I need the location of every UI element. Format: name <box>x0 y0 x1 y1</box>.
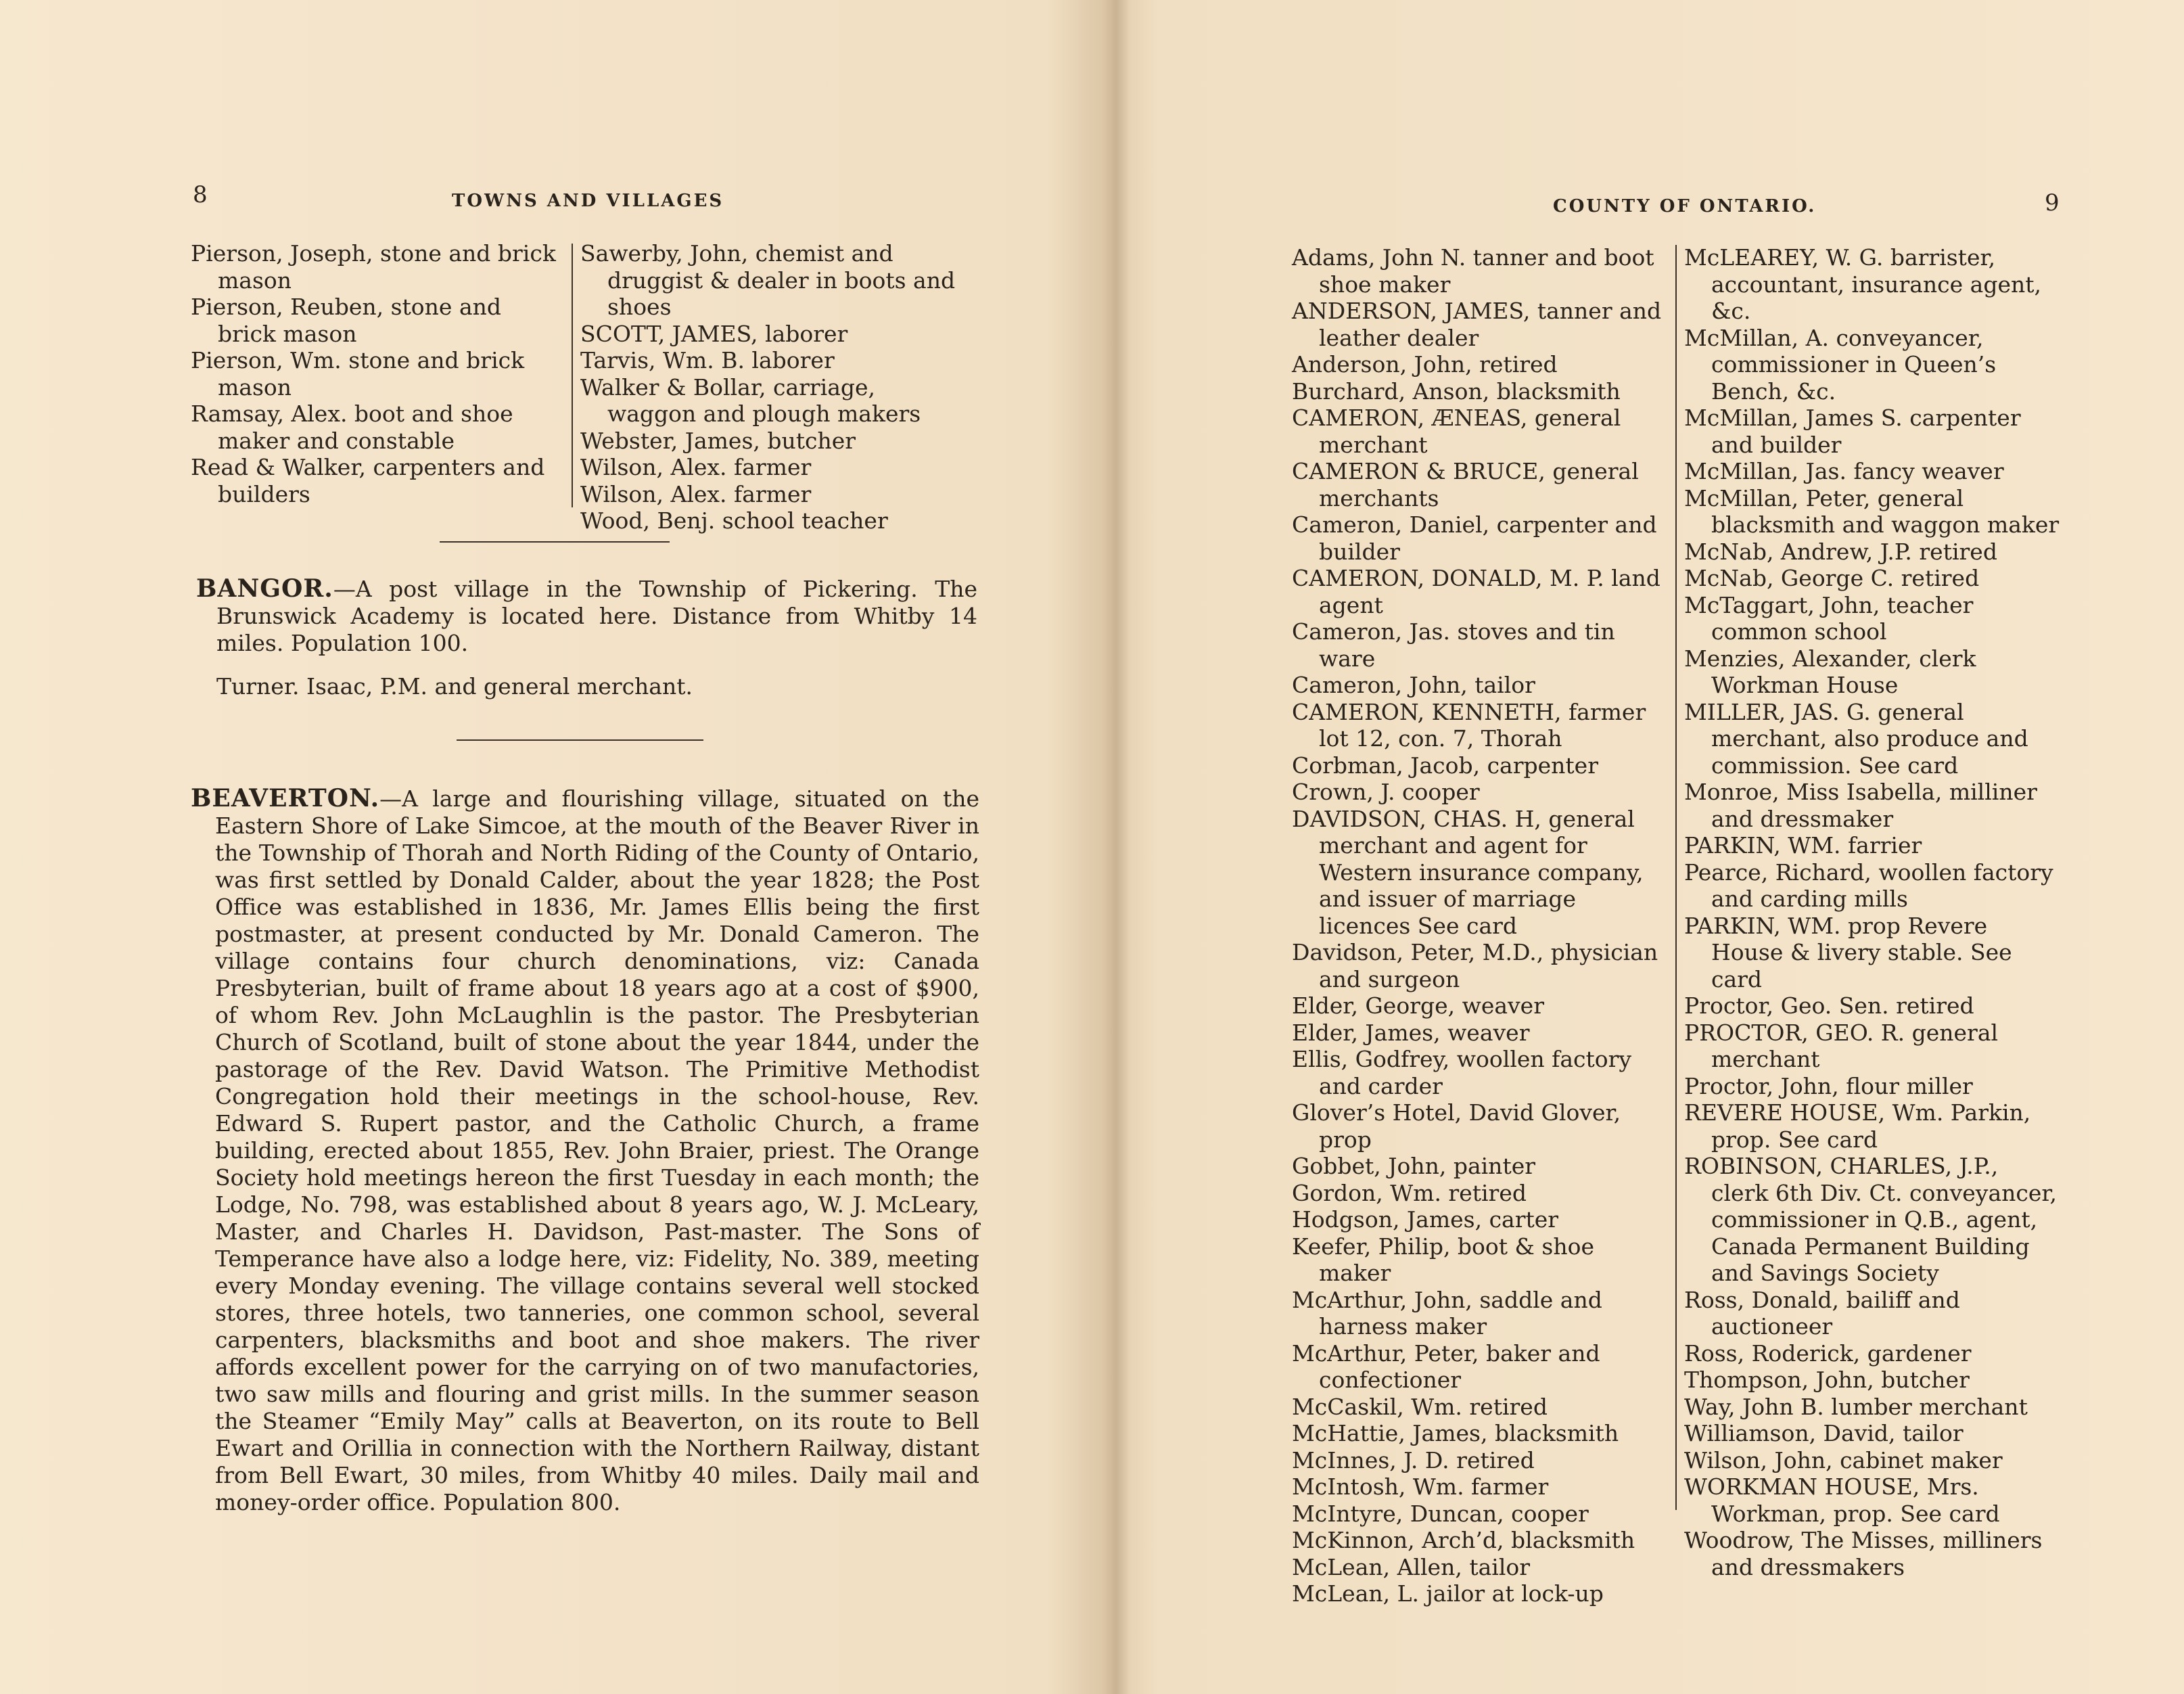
beaverton-heading: BEAVERTON. <box>191 784 380 812</box>
list-item: McHattie, James, blacksmith <box>1292 1420 1619 1446</box>
list-item: Adams, John N. tanner and boot shoe maker <box>1292 244 1654 298</box>
list-item: McIntosh, Wm. farmer <box>1292 1473 1549 1500</box>
list-item: Glover’s Hotel, David Glover, prop <box>1292 1099 1621 1153</box>
right-page <box>1126 0 2184 1694</box>
list-item: Hodgson, James, carter <box>1292 1206 1559 1233</box>
list-item: McInnes, J. D. retired <box>1292 1446 1535 1473</box>
list-item: Ellis, Godfrey, woollen factory and carder <box>1292 1046 1632 1099</box>
list-item: McLean, L. jailor at lock-up <box>1292 1580 1604 1607</box>
list-item: Elder, James, weaver <box>1292 1019 1530 1046</box>
list-item: Proctor, Geo. Sen. retired <box>1684 992 1974 1019</box>
list-item: PARKIN, WM. farrier <box>1684 832 1922 859</box>
list-item: McArthur, Peter, baker and confectioner <box>1292 1340 1600 1393</box>
list-item: CAMERON, KENNETH, farmer lot 12, con. 7, Thorah <box>1292 698 1646 752</box>
running-head-right: COUNTY OF ONTARIO. <box>1553 196 1817 216</box>
list-item: Read & Walker, carpenters and builders <box>191 454 545 507</box>
left-list-col-1 <box>191 240 566 507</box>
bangor-heading: BANGOR. <box>196 574 333 603</box>
list-item: Wood, Benj. school teacher <box>580 507 888 534</box>
list-item: ANDERSON, JAMES, tanner and leather dealer <box>1292 298 1662 351</box>
list-item: McNab, George C. retired <box>1684 565 1980 591</box>
list-item: Proctor, John, flour miller <box>1684 1072 1973 1099</box>
page-number-left: 8 <box>193 181 208 208</box>
list-item: WORKMAN HOUSE, Mrs. Workman, prop. See card <box>1684 1473 2000 1527</box>
list-item: Ross, Donald, bailiff and auctioneer <box>1684 1286 1960 1340</box>
list-item: Williamson, David, tailor <box>1684 1420 1964 1446</box>
bangor-entry <box>196 575 977 657</box>
beaverton-text: —A large and flourishing village, situated on the Eastern Shore of Lake Simcoe, at the mouth of the Beaver River in the Township of Thorah and North Riding of the County of Ontario, was first settled by Donald Calder, about the year 1828; the Post Office was established in 1836, Mr. James Ellis being the first postmaster, at present conducted by Mr. Donald Cameron. The village contains four church denominations, viz: Canada Presbyterian, built of frame about 18 years ago at a cost of $900, of whom Rev. John McLaughlin is the pastor. The Presbyterian Church of Scotland, built of stone about the year 1844, under the pastorage of the Rev. David Watson. The Primitive Methodist Congregation hold their meetings in the school-house, Rev. Edward S. Rupert pastor, and the Catholic Church, a frame building, erected about 1855, Rev. John Braier, priest. The Orange Society hold meetings hereon the first Tuesday in each month; the Lodge, No. 798, was established about 8 years ago, W. J. McLeary, Master, and Charles H. Davidson, Past-master. The Sons of Temperance have also a lodge here, viz: Fidelity, No. 389, meeting every Monday evening. The village contains several well stocked stores, three hotels, two tanneries, one common school, several carpenters, blacksmiths and boot and shoe makers. The river affords excellent power for the carrying on of two manufactories, two saw mills and flouring and grist mills. In the summer season the Steamer “Emily May” calls at Beaverton, on its route to Bell Ewart and Orillia in connection with the Northern Railway, distant from Bell Ewart, 30 miles, from Whitby 40 miles. Daily mail and money-order office. Population 800. <box>215 785 979 1515</box>
list-item: CAMERON & BRUCE, general merchants <box>1292 458 1639 511</box>
list-item: Webster, James, butcher <box>580 427 856 454</box>
list-item: ROBINSON, CHARLES, J.P., clerk 6th Div. Ct. conveyancer, commissioner in Q.B., agent, Canada Permanent Building and Savings Society <box>1684 1153 2058 1286</box>
list-item: Way, John B. lumber merchant <box>1684 1393 2028 1420</box>
list-item: Menzies, Alexander, clerk Workman House <box>1684 645 1976 698</box>
list-item: Cameron, Jas. stoves and tin ware <box>1292 618 1615 672</box>
list-item: Gordon, Wm. retired <box>1292 1179 1527 1206</box>
list-item: CAMERON, DONALD, M. P. land agent <box>1292 565 1660 618</box>
list-item: Elder, George, weaver <box>1292 992 1544 1019</box>
list-item: SCOTT, JAMES, laborer <box>580 320 848 347</box>
list-item: REVERE HOUSE, Wm. Parkin, prop. See card <box>1684 1099 2031 1153</box>
list-item: Wilson, Alex. farmer <box>580 480 812 507</box>
list-item: McNab, Andrew, J.P. retired <box>1684 538 1997 565</box>
running-head-left: TOWNS AND VILLAGES <box>452 191 724 211</box>
list-item: Pierson, Wm. stone and brick mason <box>191 347 525 400</box>
list-item: McLean, Allen, tailor <box>1292 1553 1531 1580</box>
left-list-col-2 <box>580 240 956 534</box>
list-item: Tarvis, Wm. B. laborer <box>580 347 835 373</box>
column-divider <box>572 244 573 507</box>
list-item: Pierson, Joseph, stone and brick mason <box>191 240 556 294</box>
list-item: Pierson, Reuben, stone and brick mason <box>191 294 502 347</box>
list-item: Sawerby, John, chemist and druggist & dealer in boots and shoes <box>580 240 956 320</box>
list-item: McCaskil, Wm. retired <box>1292 1393 1548 1420</box>
list-item: Gobbet, John, painter <box>1292 1153 1536 1179</box>
list-item: CAMERON, ÆNEAS, general merchant <box>1292 405 1621 458</box>
list-item: Thompson, John, butcher <box>1684 1367 1970 1393</box>
list-item: PARKIN, WM. prop Revere House & livery stable. See card <box>1684 912 2012 992</box>
list-item: McMillan, Peter, general blacksmith and waggon maker <box>1684 484 2060 538</box>
list-item: PROCTOR, GEO. R. general merchant <box>1684 1019 1999 1072</box>
list-item: McArthur, John, saddle and harness maker <box>1292 1286 1602 1340</box>
list-item: Crown, J. cooper <box>1292 779 1480 805</box>
list-item: McTaggart, John, teacher common school <box>1684 591 1974 645</box>
list-item: Pearce, Richard, woollen factory and carding mills <box>1684 859 2053 912</box>
list-item: Ramsay, Alex. boot and shoe maker and constable <box>191 400 513 454</box>
bangor-listing: Turner. Isaac, P.M. and general merchant. <box>216 673 693 700</box>
list-item: McIntyre, Duncan, cooper <box>1292 1500 1589 1527</box>
list-item: Cameron, Daniel, carpenter and builder <box>1292 511 1657 565</box>
section-rule <box>457 739 703 741</box>
right-list-col-1 <box>1292 244 1667 1607</box>
list-item: Corbman, Jacob, carpenter <box>1292 752 1598 779</box>
list-item: McMillan, Jas. fancy weaver <box>1684 458 2004 484</box>
list-item: Anderson, John, retired <box>1292 351 1558 377</box>
list-item: McMillan, James S. carpenter and builder <box>1684 405 2021 458</box>
section-rule <box>440 541 670 543</box>
list-item: McMillan, A. conveyancer, commissioner in Queen’s Bench, &c. <box>1684 324 1997 405</box>
list-item: McKinnon, Arch’d, blacksmith <box>1292 1527 1635 1553</box>
list-item: Keefer, Philip, boot & shoe maker <box>1292 1233 1594 1286</box>
bangor-text: —A post village in the Township of Pickering. The Brunswick Academy is located here. Distance from Whitby 14 miles. Population 100. <box>216 576 977 656</box>
list-item: Woodrow, The Misses, milliners and dressmakers <box>1684 1527 2043 1580</box>
list-item: Davidson, Peter, M.D., physician and surgeon <box>1292 939 1658 992</box>
beaverton-entry <box>191 785 979 1516</box>
list-item: Ross, Roderick, gardener <box>1684 1340 1972 1367</box>
list-item: Walker & Bollar, carriage, waggon and plough makers <box>580 373 921 427</box>
list-item: Wilson, Alex. farmer <box>580 454 812 480</box>
column-divider <box>1675 245 1677 1510</box>
list-item: Burchard, Anson, blacksmith <box>1292 377 1621 405</box>
list-item: Wilson, John, cabinet maker <box>1684 1446 2003 1473</box>
list-item: DAVIDSON, CHAS. H, general merchant and agent for Western insurance company, and issuer of marriage licences See card <box>1292 805 1644 939</box>
list-item: MILLER, JAS. G. general merchant, also produce and commission. See card <box>1684 698 2028 779</box>
right-list-col-2 <box>1684 244 2060 1580</box>
page-number-right: 9 <box>2045 189 2060 216</box>
list-item: Monroe, Miss Isabella, milliner and dressmaker <box>1684 779 2037 832</box>
list-item: Cameron, John, tailor <box>1292 672 1535 698</box>
list-item: McLEAREY, W. G. barrister, accountant, insurance agent, &c. <box>1684 244 2041 324</box>
